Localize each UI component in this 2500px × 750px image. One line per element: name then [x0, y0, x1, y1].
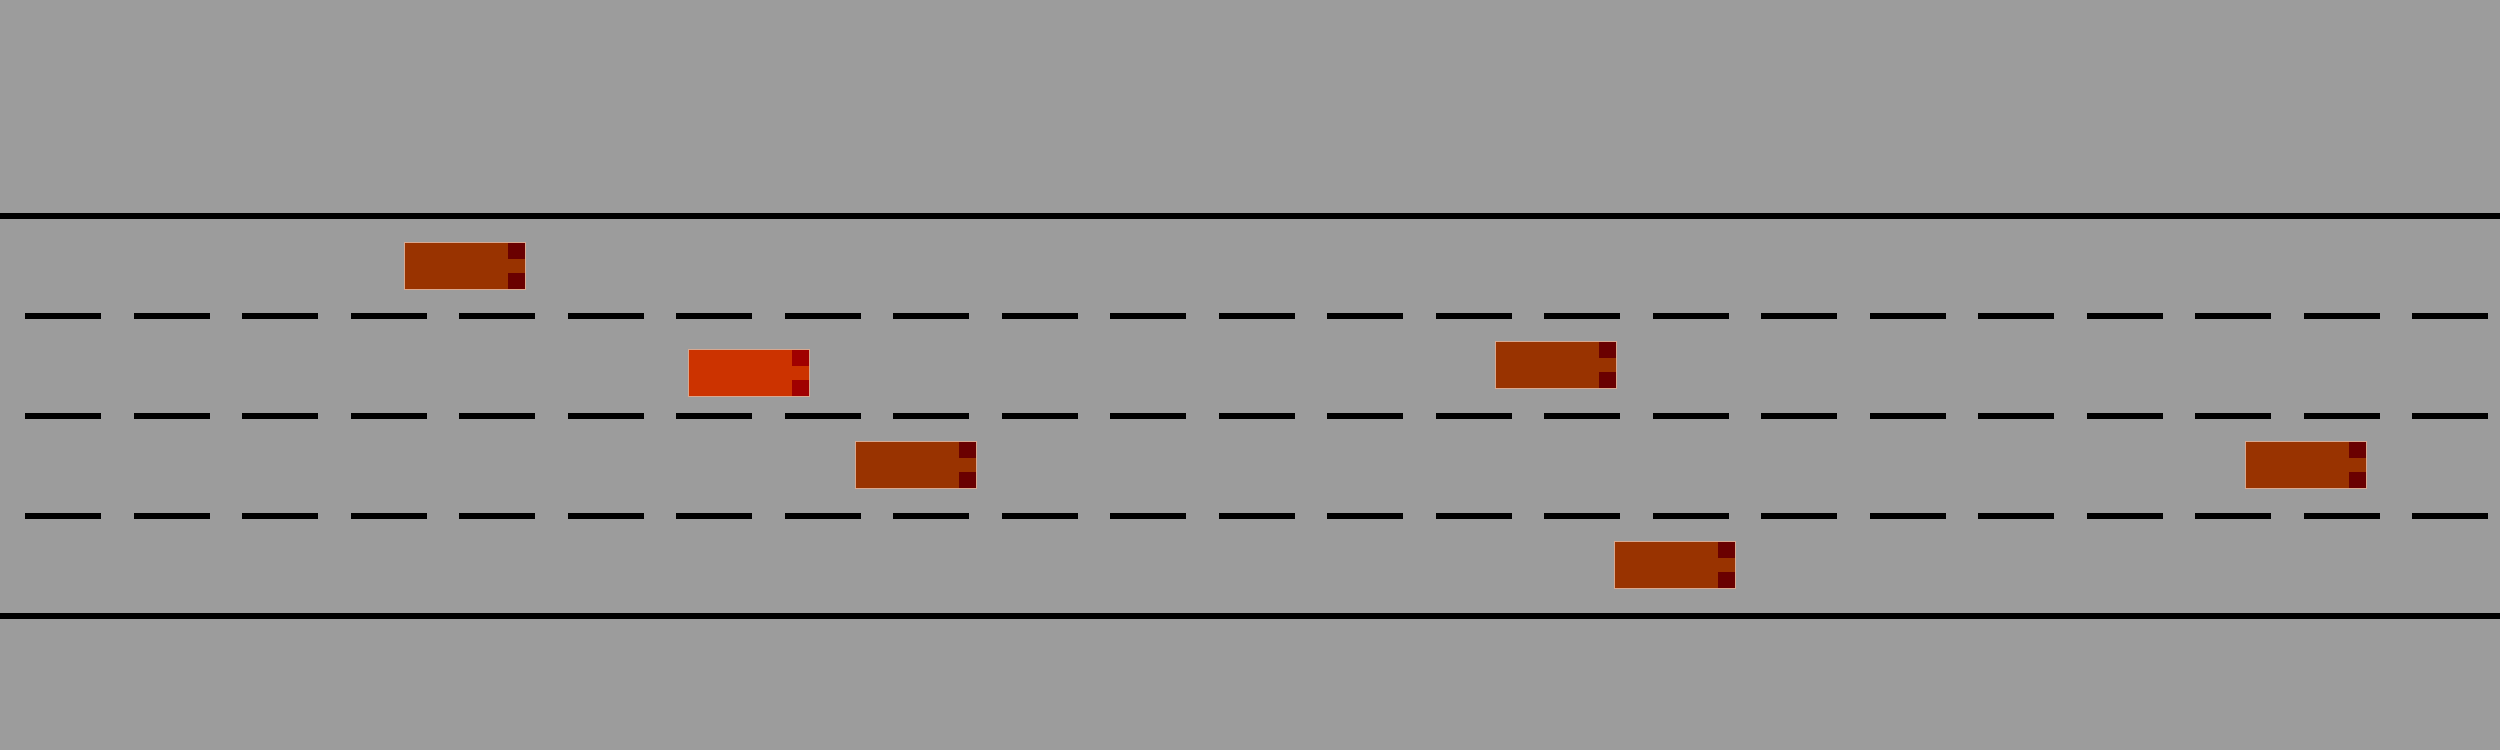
lane-dash — [2195, 413, 2271, 419]
other-vehicle — [404, 242, 526, 290]
lane-dash — [1978, 513, 2054, 519]
other-vehicle — [1614, 541, 1736, 589]
vehicle-light-top — [2349, 442, 2366, 458]
lane-dash — [1761, 413, 1837, 419]
lane-dash — [351, 313, 427, 319]
lane-dash — [1002, 313, 1078, 319]
lane-dash — [242, 413, 318, 419]
other-vehicle — [2245, 441, 2367, 489]
lane-dash — [676, 313, 752, 319]
lane-dash — [25, 413, 101, 419]
lane-dash — [242, 513, 318, 519]
vehicle-light-top — [508, 243, 525, 259]
lane-dash — [1978, 313, 2054, 319]
lane-dash — [1327, 313, 1403, 319]
lane-dash — [2412, 513, 2488, 519]
lane-dash — [1544, 313, 1620, 319]
lane-dash — [568, 413, 644, 419]
vehicle-light-bottom — [959, 472, 976, 488]
lane-dash — [1110, 513, 1186, 519]
other-vehicle — [1495, 341, 1617, 389]
vehicle-light-bottom — [1718, 572, 1735, 588]
road-edge-top — [0, 213, 2500, 219]
lane-dash — [785, 413, 861, 419]
lane-dash — [25, 513, 101, 519]
lane-dash — [242, 313, 318, 319]
lane-dash — [134, 513, 210, 519]
lane-dash — [2412, 313, 2488, 319]
lane-dash — [2087, 413, 2163, 419]
lane-dash — [676, 513, 752, 519]
lane-dash — [1436, 313, 1512, 319]
lane-dash — [676, 413, 752, 419]
road-edge-bottom — [0, 613, 2500, 619]
lane-dash — [1870, 313, 1946, 319]
lane-dash — [1002, 413, 1078, 419]
lane-dash — [1870, 413, 1946, 419]
lane-dash — [1978, 413, 2054, 419]
vehicle-light-top — [959, 442, 976, 458]
lane-dash — [1436, 513, 1512, 519]
lane-dash — [1219, 413, 1295, 419]
lane-dash — [1870, 513, 1946, 519]
lane-dash — [1219, 313, 1295, 319]
lane-dash — [134, 413, 210, 419]
lane-dash — [459, 413, 535, 419]
lane-dash — [459, 513, 535, 519]
lane-dash — [1327, 413, 1403, 419]
lane-dash — [1653, 513, 1729, 519]
vehicle-light-bottom — [792, 380, 809, 396]
lane-dash — [2304, 413, 2380, 419]
lane-dash — [1002, 513, 1078, 519]
lane-dash — [1761, 513, 1837, 519]
lane-dash — [785, 513, 861, 519]
lane-dash — [2304, 513, 2380, 519]
lane-dash — [459, 313, 535, 319]
lane-dash — [893, 413, 969, 419]
vehicle-light-top — [1718, 542, 1735, 558]
lane-divider-2 — [0, 413, 2500, 419]
lane-dash — [1653, 313, 1729, 319]
vehicle-light-bottom — [508, 273, 525, 289]
lane-dash — [893, 313, 969, 319]
vehicle-light-bottom — [1599, 372, 1616, 388]
lane-dash — [1110, 413, 1186, 419]
lane-dash — [2087, 513, 2163, 519]
lane-dash — [2195, 313, 2271, 319]
lane-dash — [351, 413, 427, 419]
lane-dash — [1544, 413, 1620, 419]
lane-dash — [1761, 313, 1837, 319]
vehicle-light-bottom — [2349, 472, 2366, 488]
lane-dash — [568, 313, 644, 319]
lane-dash — [1544, 513, 1620, 519]
lane-dash — [2087, 313, 2163, 319]
lane-dash — [1436, 413, 1512, 419]
lane-dash — [1653, 413, 1729, 419]
lane-dash — [2412, 413, 2488, 419]
lane-dash — [893, 513, 969, 519]
lane-dash — [2195, 513, 2271, 519]
lane-divider-3 — [0, 513, 2500, 519]
lane-dash — [1327, 513, 1403, 519]
lane-dash — [1219, 513, 1295, 519]
other-vehicle — [855, 441, 977, 489]
lane-dash — [2304, 313, 2380, 319]
lane-dash — [785, 313, 861, 319]
lane-dash — [351, 513, 427, 519]
lane-dash — [568, 513, 644, 519]
lane-dash — [134, 313, 210, 319]
vehicle-light-top — [1599, 342, 1616, 358]
vehicle-light-top — [792, 350, 809, 366]
ego-vehicle — [688, 349, 810, 397]
lane-dash — [25, 313, 101, 319]
lane-divider-1 — [0, 313, 2500, 319]
lane-dash — [1110, 313, 1186, 319]
